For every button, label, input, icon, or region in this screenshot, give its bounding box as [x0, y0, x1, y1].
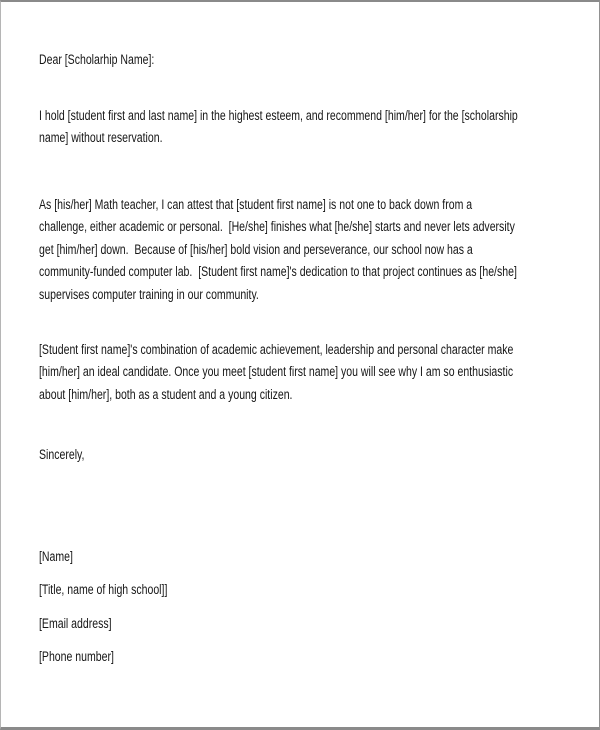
body-line: [Student first name]'s combination of academic achievement, leadership and personal character make [39, 342, 514, 357]
body-line: community-funded computer lab. [Student first name]'s dedication to that project continues as [he/she] [39, 264, 517, 280]
body-line: about [him/her], both as a student and a young citizen. [39, 386, 293, 402]
paragraph-body [39, 194, 600, 306]
body-line: supervises computer training in our community. [39, 286, 259, 302]
body-line: get [him/her] down. Because of [his/her] bold vision and perseverance, our school now has a [39, 241, 473, 257]
signature-email-line: [Email address] [39, 616, 112, 631]
signature-name-line: [Name] [39, 549, 73, 564]
paragraph-intro [39, 105, 600, 150]
signature-phone [39, 646, 135, 668]
body-line: challenge, either academic or personal. [He/she] finishes what [he/she] starts and never lets adversity [39, 219, 515, 235]
closing-line: Sincerely, [39, 447, 85, 462]
salutation [39, 49, 187, 71]
signature-email [39, 613, 132, 635]
body-line: name] without reservation. [39, 130, 163, 146]
body-line: As [his/her] Math teacher, I can attest that [student first name] is not one to back down from a [39, 197, 473, 212]
signature-title [39, 579, 204, 601]
body-line: I hold [student first and last name] in the highest esteem, and recommend [him/her] for the [scholarship [39, 108, 518, 123]
salutation-line: Dear [Scholarhip Name]: [39, 52, 155, 67]
paragraph-conclusion [39, 339, 600, 406]
signature-name [39, 546, 83, 568]
body-line: [him/her] an ideal candidate. Once you meet [student first name] you will see why I am so enthusiastic [39, 364, 514, 380]
signature-title-line: [Title, name of high school]] [39, 582, 168, 597]
closing [39, 444, 97, 466]
signature-phone-line: [Phone number] [39, 649, 114, 664]
